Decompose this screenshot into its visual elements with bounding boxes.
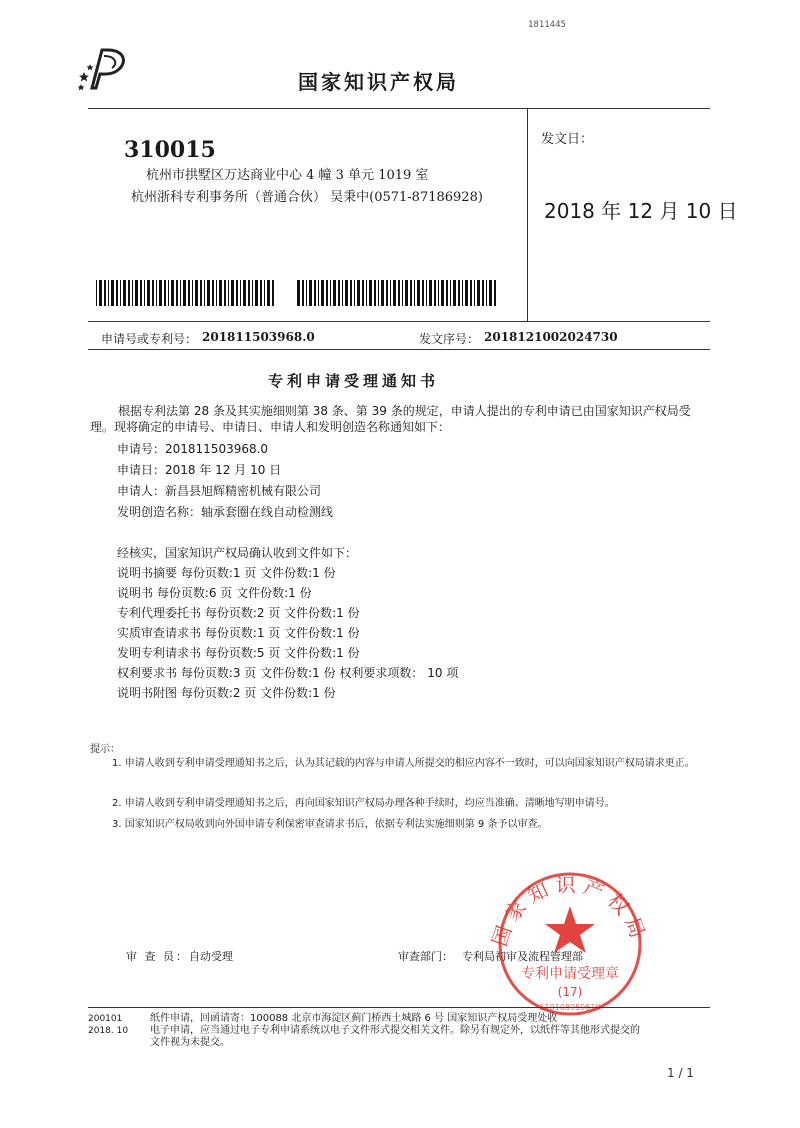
document-row: 说明书附图 每份页数:2 页 文件份数:1 份 (117, 686, 336, 700)
received-intro: 经核实，国家知识产权局确认收到文件如下： (117, 546, 358, 560)
tip-item-1: 1. 申请人收到专利申请受理通知书之后，认为其记载的内容与申请人所提交的相应内容不一致时，可以向国家知识产权局请求更正。 (112, 758, 695, 769)
page-number: 1 / 1 (667, 1066, 694, 1080)
barcode-right (297, 280, 497, 306)
document-id: 1811445 (528, 20, 566, 30)
seal-center-text: 专利申请受理章 (521, 966, 619, 982)
send-date: 2018 年 12 月 10 日 (544, 199, 738, 223)
tip-item-2: 2. 申请人收到专利申请受理通知书之后，再向国家知识产权局办理各种手续时，均应当准确、清晰地写明申请号。 (112, 798, 615, 809)
document-row: 实质审查请求书 每份页数:1 页 文件份数:1 份 (117, 626, 360, 640)
document-row: 权利要求书 每份页数:3 页 文件份数:1 份 权利要求项数： 10 项 (117, 666, 459, 680)
application-number-label: 申请号或专利号： (101, 332, 198, 346)
intro-paragraph: 根据专利法第 28 条及其实施细则第 38 条、第 39 条的规定，申请人提出的专利申请已由国家知识产权局受理。现将确定的申请号、申请日、申请人和发明创造名称通知如下： (90, 404, 691, 434)
notice-title: 专利申请受理通知书 (268, 372, 440, 390)
header-box-middle-rule (88, 321, 710, 322)
examiner-label: 审 查 员： (126, 950, 189, 963)
header-box-bottom-rule (88, 349, 710, 350)
header-box-divider (527, 108, 528, 321)
document-row: 发明专利请求书 每份页数:5 页 文件份数:1 份 (117, 646, 360, 660)
seal-number: (17) (557, 985, 583, 999)
department-label: 审查部门： (398, 950, 453, 963)
footer-rule (88, 1007, 710, 1008)
footer-line-2: 电子申请，应当通过电子专利申请系统以电子文件形式提交相关文件。除另有规定外，以纸件等其他形式提交的 (150, 1025, 640, 1036)
agency-title: 国家知识产权局 (298, 70, 459, 94)
send-date-label: 发文日： (541, 132, 594, 147)
document-row: 说明书摘要 每份页数:1 页 文件份数:1 份 (117, 566, 336, 580)
footer-line-3: 文件视为未提交。 (150, 1037, 230, 1048)
field-application-number: 申请号：201811503968.0 (117, 442, 269, 456)
postcode: 310015 (124, 137, 216, 163)
header-box-top-rule (88, 108, 710, 109)
department: 专利局初审及流程管理部 (462, 950, 583, 963)
send-serial: 2018121002024730 (484, 330, 618, 344)
cnipa-logo-icon (78, 44, 134, 94)
seal-ring-text: 国家知识产权局 (487, 872, 653, 950)
official-seal (476, 856, 664, 1016)
send-serial-label: 发文序号： (419, 332, 480, 346)
tips-label: 提示： (90, 744, 120, 755)
footer-line-1: 纸件申请，回函请寄：100088 北京市海淀区蓟门桥西土城路 6 号 国家知识产权局受理处收 (150, 1013, 558, 1024)
address-line-1: 杭州市拱墅区万达商业中心 4 幢 3 单元 1019 室 (146, 168, 429, 183)
application-number: 201811503968.0 (202, 330, 315, 344)
field-applicant: 申请人：新昌县旭辉精密机械有限公司 (117, 484, 322, 498)
form-date: 2018. 10 (88, 1026, 129, 1036)
address-line-2: 杭州浙科专利事务所（普通合伙） 吴秉中(0571-87186928) (131, 190, 483, 205)
field-application-date: 申请日：2018 年 12 月 10 日 (117, 463, 282, 477)
barcode-left (96, 280, 276, 306)
form-code: 200101 (88, 1014, 123, 1024)
examiner: 自动受理 (189, 950, 233, 963)
document-row: 专利代理委托书 每份页数:2 页 文件份数:1 份 (117, 606, 360, 620)
document-row: 说明书 每份页数:6 页 文件份数:1 份 (117, 586, 312, 600)
field-invention-title: 发明创造名称：轴承套圈在线自动检测线 (117, 505, 334, 519)
tip-item-3: 3. 国家知识产权局收到向外国申请专利保密审查请求书后，依据专利法实施细则第 9 条予以审查。 (112, 819, 548, 830)
